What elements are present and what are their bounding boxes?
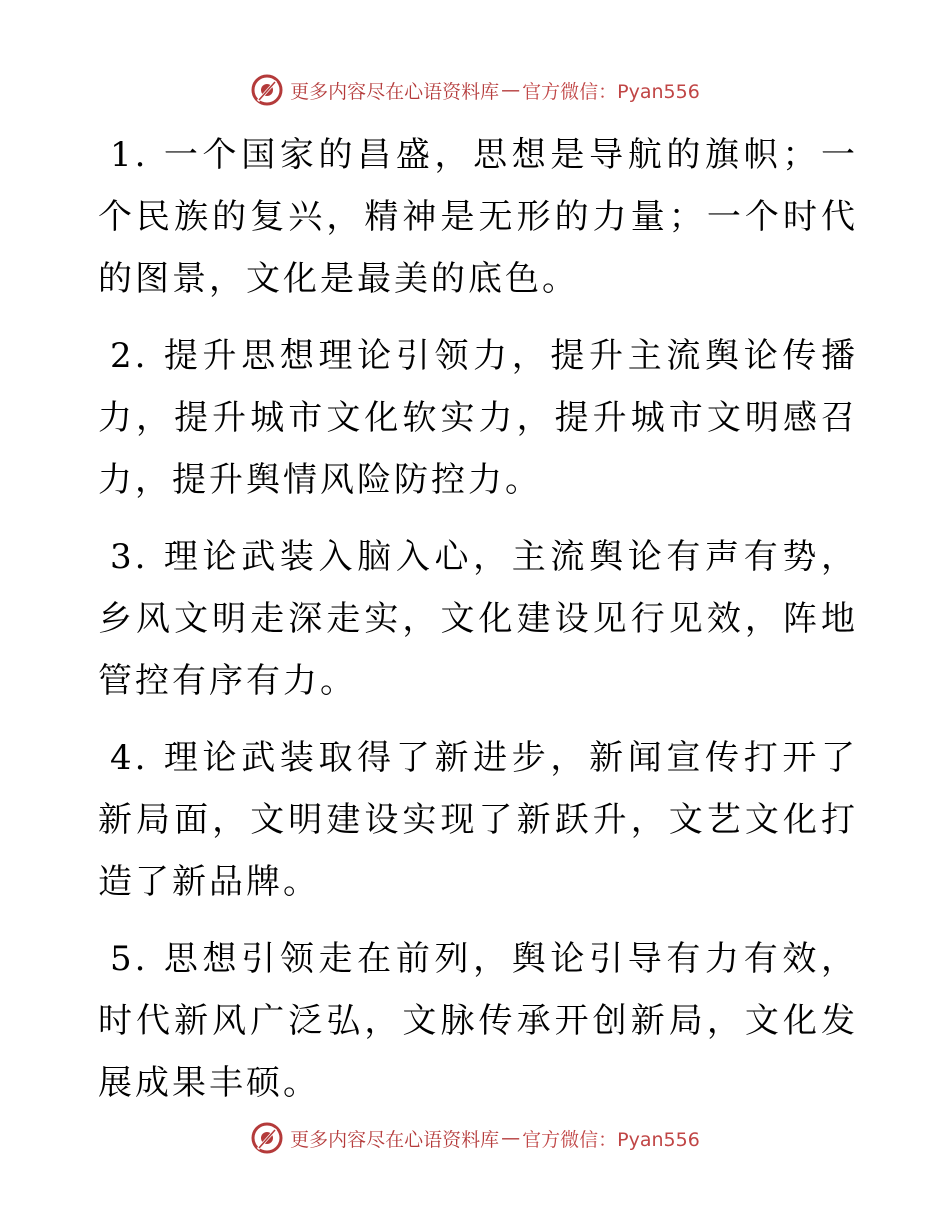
paragraph-1: 1. 一个国家的昌盛，思想是导航的旗帜；一个民族的复兴，精神是无形的力量；一个时代的图景，文化是最美的底色。 [98, 135, 858, 299]
brand-seal-icon [250, 1121, 284, 1155]
paragraph-5: 5. 思想引领走在前列，舆论引导有力有效，时代新风广泛弘，文脉传承开创新局，文化发展成果丰硕。 [98, 939, 858, 1103]
banner-separator: — [501, 79, 521, 101]
paragraph-4: 4. 理论武装取得了新进步，新闻宣传打开了新局面，文明建设实现了新跃升，文艺文化打造了新品牌。 [98, 738, 858, 902]
banner-separator: — [501, 1127, 521, 1149]
promo-text: 更多内容尽在心语资料库 [290, 80, 500, 103]
document-body [98, 124, 858, 1129]
contact-text: 官方微信：Pyan556 [522, 1128, 700, 1151]
paragraph-2: 2. 提升思想理论引领力，提升主流舆论传播力，提升城市文化软实力，提升城市文明感召力，提升舆情风险防控力。 [98, 336, 858, 500]
contact-text: 官方微信：Pyan556 [522, 80, 700, 103]
header-banner [0, 70, 950, 110]
promo-text: 更多内容尽在心语资料库 [290, 1128, 500, 1151]
paragraph-3: 3. 理论武装入脑入心，主流舆论有声有势，乡风文明走深走实，文化建设见行见效，阵地管控有序有力。 [98, 537, 858, 701]
footer-banner [0, 1118, 950, 1158]
brand-seal-icon [250, 73, 284, 107]
